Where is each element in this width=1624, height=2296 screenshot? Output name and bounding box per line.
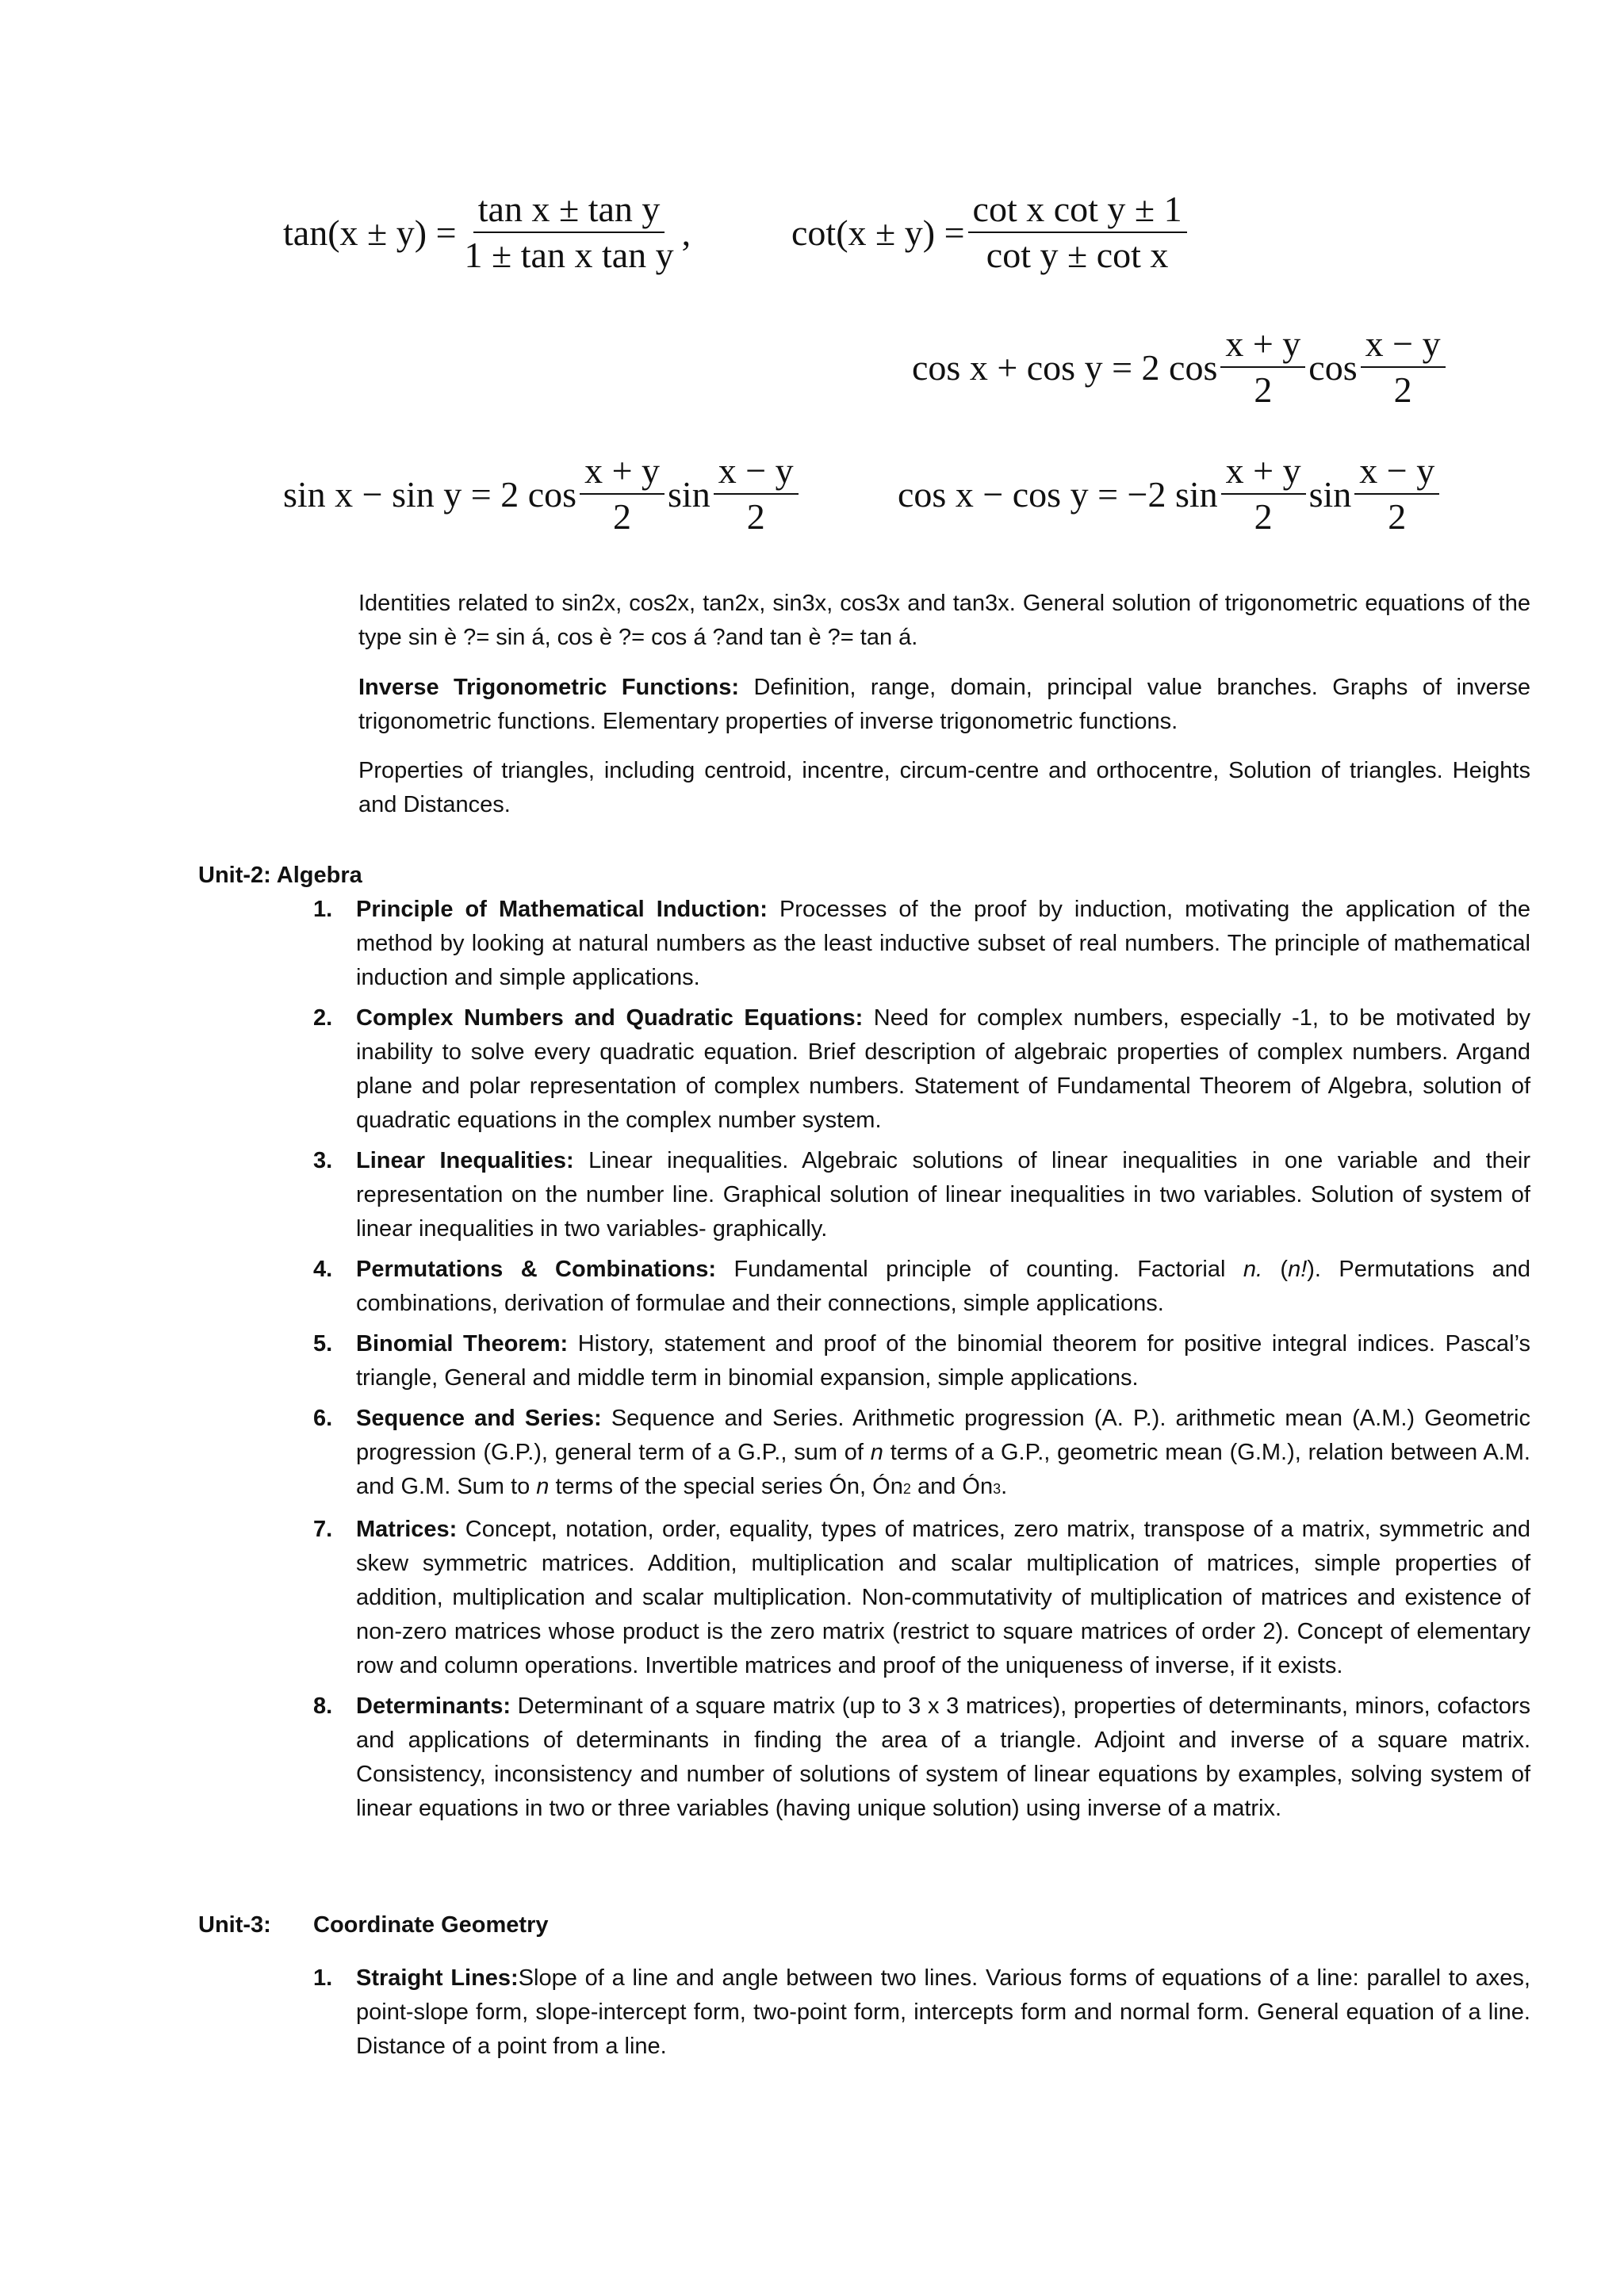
item-title: Straight Lines: <box>356 1965 519 1991</box>
paragraph-inverse-trig <box>358 671 1530 739</box>
numerator: x − y <box>1354 452 1439 495</box>
numerator: x − y <box>714 452 799 495</box>
item-number: 1. <box>313 1965 333 1991</box>
formula-mid: sin <box>668 473 710 515</box>
item-body <box>356 1689 1530 1826</box>
item-superscript: 2 <box>902 1481 911 1497</box>
item-number: 7. <box>313 1517 333 1542</box>
item-body <box>356 1144 1530 1246</box>
paragraph-heading: Inverse Trigonometric Functions: <box>358 675 740 700</box>
fraction <box>1221 452 1306 537</box>
fraction <box>1354 452 1439 537</box>
item-body <box>356 1961 1530 2064</box>
item-title: Matrices: <box>356 1517 458 1542</box>
numerator: x − y <box>1361 325 1446 368</box>
formula-lhs: cot(x ± y) = <box>791 212 965 253</box>
numerator: x + y <box>1221 452 1306 495</box>
denominator: 2 <box>1388 496 1407 538</box>
item-text: terms of the special series Ón, Ón <box>549 1474 903 1499</box>
formula-mid: cos <box>1308 346 1358 388</box>
fraction <box>460 190 679 275</box>
formula-cos-sum <box>912 325 1449 410</box>
numerator: tan x ± tan y <box>473 190 665 233</box>
item-number: 8. <box>313 1693 333 1719</box>
list-item <box>313 1253 1530 1321</box>
list-item <box>313 1327 1530 1395</box>
item-number: 5. <box>313 1331 333 1357</box>
separator: , <box>681 212 691 253</box>
item-text: ). Permutations and combinations, derivation of formulae and their connections, simple applications. <box>356 1257 1531 1316</box>
item-text: Need for complex numbers, especially -1, to be motivated by inability to solve every quadratic equation. Brief description of algebraic properties of complex numbers. Argand plane and polar representation of complex numbers. Statement of Fundamental Theorem of Algebra, solution of quadratic equations in the complex number system. <box>356 1005 1530 1133</box>
paragraph-triangles: Properties of triangles, including centroid, incentre, circum-centre and orthocentre, Solution of triangles. Heights and Distances. <box>358 758 1530 817</box>
item-text: History, statement and proof of the binomial theorem for positive integral indices. Pascal’s triangle, General and middle term in binomial expansion, simple applications. <box>356 1331 1530 1391</box>
unit-2-heading: Unit-2: Algebra <box>198 863 362 888</box>
item-text: Slope of a line and angle between two lines. Various forms of equations of a line: parallel to axes, point-slope form, slope-intercept form, two-point form, intercepts form and normal form. General equation of a line. Distance of a point from a line. <box>356 1965 1530 2059</box>
item-title: Binomial Theorem: <box>356 1331 569 1357</box>
item-text: Linear inequalities. Algebraic solutions of linear inequalities in one variable and their representation on the number line. Graphical solution of linear inequalities in two variables. Solution of system of linear inequalities in two variables- graphically. <box>356 1148 1530 1242</box>
list-item <box>313 893 1530 995</box>
list-item <box>313 1961 1530 2064</box>
item-title: Linear Inequalities: <box>356 1148 574 1173</box>
denominator: 1 ± tan x tan y <box>464 235 674 276</box>
item-body <box>356 1327 1530 1395</box>
denominator: 2 <box>1393 369 1412 411</box>
fraction <box>1361 325 1446 410</box>
formula-mid: sin <box>1308 473 1352 515</box>
item-title: Principle of Mathematical Induction: <box>356 897 768 922</box>
item-body <box>356 1402 1530 1506</box>
item-text: Sequence and Series. Arithmetic progression (A. P.). arithmetic mean (A.M.) Geometric progression (G.P.), general term of a G.P., sum of <box>356 1406 1530 1465</box>
item-number: 4. <box>313 1257 333 1282</box>
item-text: and Ón <box>910 1474 994 1499</box>
item-superscript: 3 <box>993 1481 1002 1497</box>
list-item <box>313 1402 1530 1506</box>
list-item <box>313 1513 1530 1683</box>
list-item <box>313 1689 1530 1826</box>
unit-2-topic-list <box>313 893 1530 1832</box>
item-text: Processes of the proof by induction, motivating the application of the method by looking at natural numbers as the least inductive subset of real numbers. The principle of mathematical induction and simple applications. <box>356 897 1530 990</box>
list-item <box>313 1144 1530 1246</box>
item-body <box>356 1001 1530 1138</box>
item-title: Determinants: <box>356 1693 511 1719</box>
unit-3-label: Unit-3: <box>198 1912 271 1938</box>
item-italic: n <box>536 1474 550 1499</box>
fraction <box>1220 325 1305 410</box>
item-italic: n. <box>1243 1257 1262 1282</box>
item-text: Determinant of a square matrix (up to 3 x 3 matrices), properties of determinants, minors, cofactors and applications of determinants in finding the area of a triangle. Adjoint and inverse of a square matrix. Consistency, inconsistency and number of solutions of system of linear equations by examples, solving system of linear equations in two or three variables (having unique solution) using inverse of a matrix. <box>356 1693 1530 1821</box>
denominator: 2 <box>746 496 765 538</box>
item-title: Complex Numbers and Quadratic Equations: <box>356 1005 864 1031</box>
formula-lhs: sin x − sin y = 2 cos <box>283 473 577 515</box>
denominator: 2 <box>1254 496 1273 538</box>
item-italic: n! <box>1288 1257 1308 1282</box>
formula-lhs: tan(x ± y) = <box>283 212 457 253</box>
denominator: 2 <box>613 496 632 538</box>
item-title: Sequence and Series: <box>356 1406 602 1431</box>
fraction <box>714 452 799 537</box>
item-italic: n <box>870 1440 883 1465</box>
item-text: ( <box>1262 1257 1289 1282</box>
unit-3-topic-list <box>313 1961 1530 2070</box>
item-text: Fundamental principle of counting. Factorial <box>716 1257 1243 1282</box>
item-body <box>356 1513 1530 1683</box>
fraction <box>580 452 665 537</box>
denominator: 2 <box>1254 369 1273 411</box>
numerator: cot x cot y ± 1 <box>968 190 1187 233</box>
item-text: terms of a G.P., geometric mean (G.M.), relation between A.M. and G.M. Sum to <box>356 1440 1530 1499</box>
item-body <box>356 1253 1530 1321</box>
formula-sin-difference <box>283 452 802 537</box>
item-title: Permutations & Combinations: <box>356 1257 717 1282</box>
item-text: . <box>1001 1474 1008 1499</box>
item-number: 2. <box>313 1005 333 1031</box>
list-item <box>313 1001 1530 1138</box>
unit-3-title: Coordinate Geometry <box>313 1912 549 1938</box>
item-text: Concept, notation, order, equality, types of matrices, zero matrix, transpose of a matrix, symmetric and skew symmetric matrices. Addition, multiplication and scalar multiplication of matrices, simple properties of addition, multiplication and scalar multiplication. Non-commutativity of multiplication of matrices and existence of non-zero matrices whose product is the zero matrix (restrict to square matrices of order 2). Concept of elementary row and column operations. Invertible matrices and proof of the uniqueness of inverse, if it exists. <box>356 1517 1530 1678</box>
item-number: 6. <box>313 1406 333 1431</box>
fraction <box>968 190 1187 275</box>
item-number: 3. <box>313 1148 333 1173</box>
numerator: x + y <box>1220 325 1305 368</box>
denominator: cot y ± cot x <box>986 235 1169 276</box>
formula-lhs: cos x + cos y = 2 cos <box>912 346 1218 388</box>
numerator: x + y <box>580 452 665 495</box>
paragraph-body: Definition, range, domain, principal value branches. Graphs of inverse trigonometric functions. Elementary properties of inverse trigonometric functions. <box>358 675 1530 734</box>
paragraph-identities: Identities related to sin2x, cos2x, tan2x, sin3x, cos3x and tan3x. General solution of trigonometric equations of the type sin è ?= sin á, cos è ?= cos á ?and tan è ?= tan á. <box>358 591 1530 650</box>
item-body <box>356 893 1530 995</box>
formula-tan-sum <box>283 190 691 275</box>
formula-cos-difference <box>898 452 1442 537</box>
formula-cot-sum <box>791 190 1190 275</box>
formula-lhs: cos x − cos y = −2 sin <box>898 473 1218 515</box>
item-number: 1. <box>313 897 333 922</box>
